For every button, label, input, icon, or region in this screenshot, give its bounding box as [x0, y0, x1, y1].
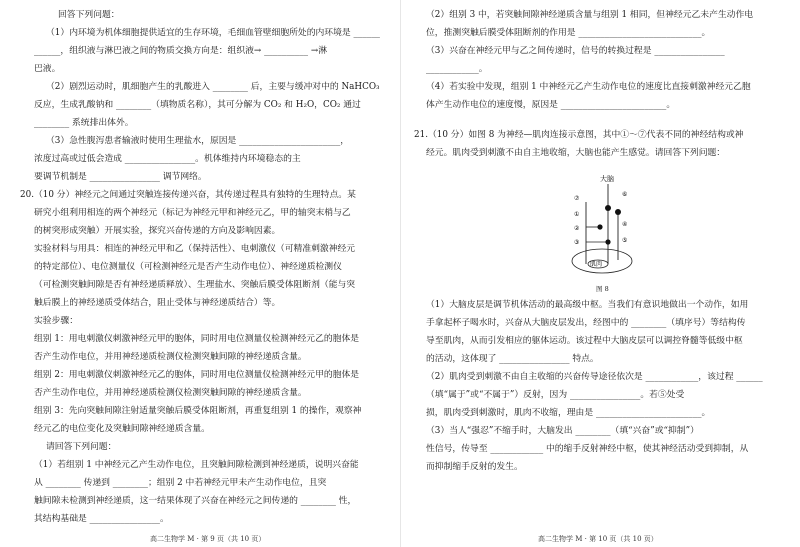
marker-3: ③	[574, 239, 580, 246]
brain-label: 大脑	[600, 175, 614, 183]
text-line: （填“属于”或“不属于”）反射，因为 ________________。若⑤处受	[426, 390, 685, 400]
text-line: 组别 2：用电刺激仪刺激神经元乙的胞体，同时用电位测量仪检测神经元甲的胞体是	[34, 370, 360, 380]
text-line: （1）大脑皮层是调节机体活动的最高级中枢。当我们有意识地做出一个动作，如用	[426, 300, 749, 310]
marker-1: ①	[574, 211, 580, 218]
muscle-label: 肌肉	[590, 261, 603, 268]
figure-8-diagram	[560, 172, 650, 282]
text-line: （2）肌肉受到刺激不由自主收缩的兴奋传导途径依次是 ____________，该过程 ______	[426, 372, 763, 382]
marker-4: ④	[622, 221, 628, 228]
figure-caption: 图 8	[596, 285, 609, 293]
text-line: （1）内环境为机体细胞提供适宜的生存环境，毛细血管壁细胞所处的内环境是 ______	[46, 28, 380, 38]
text-line: 而抑制缩手反射的发生。	[426, 462, 523, 472]
page-footer: 高二生物学 M · 第 10 页（共 10 页）	[538, 535, 658, 543]
marker-5: ⑤	[622, 237, 628, 244]
text-line: （3）兴奋在神经元甲与乙之间传递时，信号的转换过程是 ________________	[426, 46, 725, 56]
text-line: 否产生动作电位，并用神经递质检测仪检测突触间隙的神经递质含量。	[34, 352, 307, 362]
text-line: （2）组别 3 中，若突触间隙神经递质含量与组别 1 相同，但神经元乙未产生动作电	[426, 10, 754, 20]
text-line: 反应，生成乳酸钠和 ________（填物质名称），其可分解为 CO₂ 和 H₂O，CO₂ 通过	[34, 100, 361, 110]
marker-2: ②	[574, 225, 580, 232]
text-line: 要调节机制是 ________________ 调节网络。	[34, 172, 207, 182]
text-line: 实验步骤：	[34, 316, 78, 326]
text-line: 研究小组利用相连的两个神经元（标记为神经元甲和神经元乙，甲的轴突末梢与乙	[34, 208, 351, 218]
text-line: （1）若组别 1 中神经元乙产生动作电位，且突触间隙检测到神经递质，说明兴奋能	[34, 460, 359, 470]
neuron-body	[597, 224, 602, 229]
text-line: 触间隙未检测到神经递质，这一结果体现了兴奋在神经元之间传递的 ________ 性，	[34, 496, 357, 506]
text-line: 触后膜上的神经递质受体结合，阻止受体与神经递质结合）等。	[34, 298, 281, 308]
neuron-body	[605, 205, 611, 211]
text-line: （4）若实验中发现，组别 1 中神经元乙产生动作电位的速度比直接刺激神经元乙胞	[426, 82, 751, 92]
text-line: （3）急性腹泻患者输液时使用生理盐水，原因是 _______________________，	[46, 136, 350, 146]
text-line: 浓度过高或过低会造成 ________________。机体维持内环境稳态的主	[34, 154, 301, 164]
text-line: 性信号，传导至 ____________ 中的缩手反射神经中枢，使其神经活动受到抑制，从	[426, 444, 749, 454]
text-line: ____________。	[426, 64, 488, 74]
text-line: 位，推测突触后膜受体阻断剂的作用是 ____________________________。	[426, 28, 711, 38]
text-line: 从 ________ 传递到 ________；组别 2 中若神经元甲未产生动作电位，且突	[34, 478, 327, 488]
marker-6: ⑥	[622, 191, 628, 198]
question-21-heading: 21.（10 分）如图 8 为神经—肌肉连接示意图，其中①～⑦代表不同的神经结构或神	[414, 130, 744, 140]
neuro-muscle-svg	[560, 172, 650, 282]
text-line: 巴液。	[34, 64, 61, 74]
text-line: ________ 系统排出体外。	[34, 118, 134, 128]
text-line: 其结构基础是 ________________。	[34, 514, 169, 524]
text-line: ______，组织液与淋巴液之间的物质交换方向是：组织液→ __________ →淋	[34, 46, 328, 56]
text-line: 否产生动作电位，并用神经递质检测仪检测突触间隙的神经递质含量。	[34, 388, 307, 398]
text-line: 组别 1：用电刺激仪刺激神经元甲的胞体，同时用电位测量仪检测神经元乙的胞体是	[34, 334, 360, 344]
marker-7: ⑦	[574, 195, 580, 202]
text-line: （2）剧烈运动时，肌细胞产生的乳酸进入 ________ 后，主要与缓冲对中的 NaHCO₃	[46, 82, 380, 92]
text-line: 回答下列问题：	[58, 10, 120, 20]
text-line: 实验材料与用具：相连的神经元甲和乙（保持活性）、电刺激仪（可精准刺激神经元	[34, 244, 356, 254]
text-line: 损，肌肉受到刺激时，肌肉不收缩，理由是 ________________________。	[426, 408, 711, 418]
text-line: 经元乙的电位变化及突触间隙神经递质含量。	[34, 424, 210, 434]
text-line: 请回答下列问题：	[46, 442, 117, 452]
text-line: 手拿起杯子喝水时，兴奋从大脑皮层发出，经图中的 ________（填序号）等结构传	[426, 318, 746, 328]
text-line: 经元。肌肉受到刺激不由自主地收缩，大脑也能产生感觉。请回答下列问题：	[426, 148, 726, 158]
text-line: 的活动，这体现了 ________________ 特点。	[426, 354, 599, 364]
question-20-heading: 20.（10 分）神经元之间通过突触连接传递兴奋，其传递过程具有独特的生理特点。某	[20, 190, 356, 200]
text-line: 导至肌肉，从而引发相应的躯体运动。该过程中大脑皮层可以调控脊髓等低级中枢	[426, 336, 743, 346]
text-line: 体产生动作电位的速度慢，原因是 ________________________。	[426, 100, 676, 110]
text-line: （3）当人“强忍”不缩手时，大脑发出 ________（填“兴奋”或“抑制”）	[426, 426, 699, 436]
neuron-body	[615, 209, 621, 215]
text-line: 的树突形成突触）开展实验，探究兴奋传递的方向及影响因素。	[34, 226, 281, 236]
page-footer: 高二生物学 M · 第 9 页（共 10 页）	[150, 535, 266, 543]
text-line: 的特定部位）、电位测量仪（可检测神经元是否产生动作电位）、神经递质检测仪	[34, 262, 342, 272]
neuron-body	[605, 239, 610, 244]
text-line: 组别 3：先向突触间隙注射适量突触后膜受体阻断剂，再重复组别 1 的操作，观察神	[34, 406, 362, 416]
text-line: （可检测突触间隙是否有神经递质释放）、生理盐水、突触后膜受体阻断剂（能与突	[34, 280, 356, 290]
